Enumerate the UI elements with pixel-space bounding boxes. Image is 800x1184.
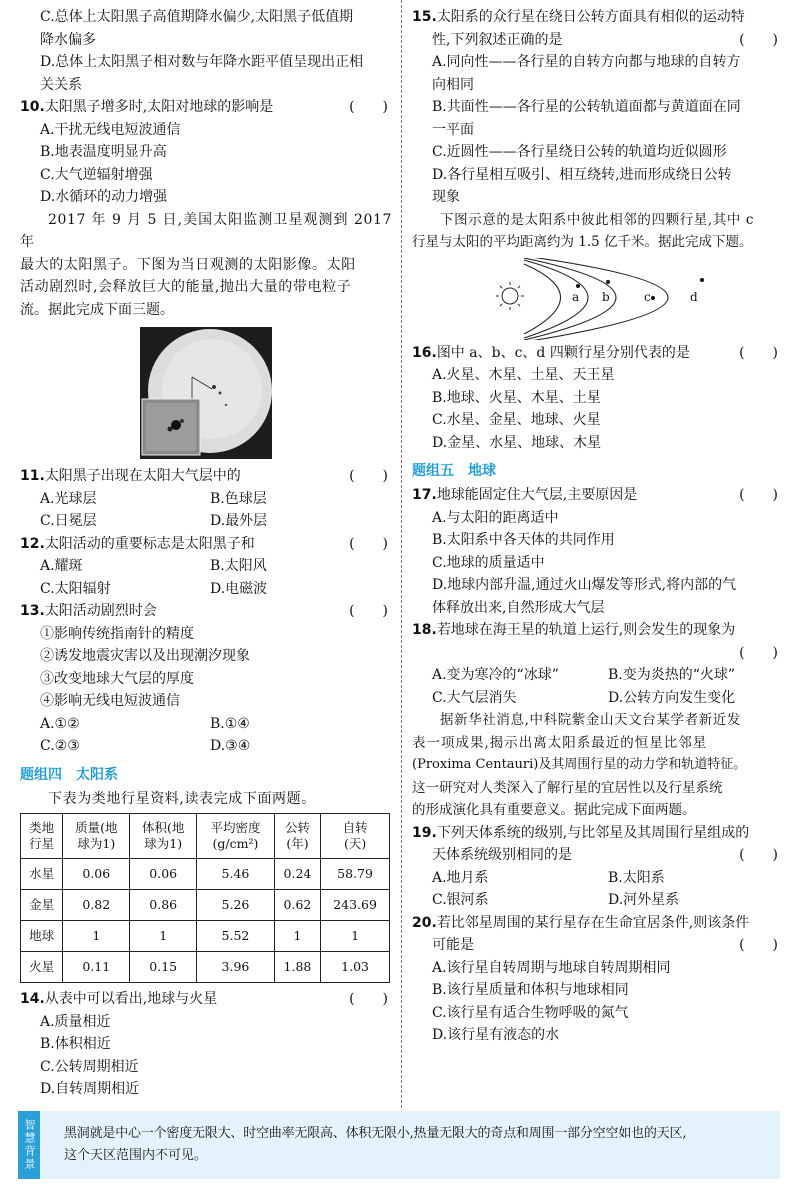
- option-cont: 向相同: [432, 76, 474, 93]
- option-d: D.该行星有液态的水: [432, 1027, 560, 1043]
- options-row: [412, 889, 782, 912]
- option: C.总体上太阳黑子高值期降水偏少,太阳黑子低值期: [40, 9, 354, 25]
- question-14: 14.从表中可以看出,地球与火星 ( ): [20, 991, 388, 1007]
- table-row: 金星 0.82 0.86 5.26 0.62 243.69: [21, 890, 390, 921]
- sun-image-graphic: [140, 327, 272, 459]
- option-a: A.地月系: [432, 869, 489, 886]
- option-d: D.金星、水星、地球、木星: [432, 434, 602, 451]
- option-cont: 一平面: [432, 121, 474, 138]
- options-row: [20, 488, 392, 511]
- option-b: B.太阳系: [608, 869, 665, 886]
- option-c: C.②③: [40, 738, 80, 754]
- header-cell: 公转 (年): [274, 814, 320, 859]
- option-c: C.水星、金星、地球、火星: [432, 412, 601, 428]
- option-d: D.自转周期相近: [40, 1081, 140, 1097]
- table-row: 火星 0.11 0.15 3.96 1.88 1.03: [21, 952, 390, 983]
- option-b: B.地球、火星、木星、土星: [432, 389, 601, 406]
- item-1: ①影响传统指南针的精度: [40, 625, 194, 642]
- option-a: A.干扰无线电短波通信: [40, 121, 181, 138]
- option-a: A.该行星自转周期与地球自转周期相同: [432, 959, 671, 976]
- table-row: 地球 1 1 5.52 1 1: [21, 921, 390, 952]
- options-row: [20, 578, 392, 601]
- option-d: D.公转方向发生变化: [608, 689, 736, 706]
- question-16: 16.图中 a、b、c、d 四颗行星分别代表的是 ( ): [412, 344, 778, 361]
- option-b: B.①④: [210, 715, 250, 732]
- option-a: A.变为寒冷的“冰球”: [432, 667, 559, 683]
- sun-icon: [496, 282, 524, 310]
- knowledge-box: [18, 1111, 780, 1179]
- option-c: C.该行星有适合生物呼吸的氮气: [432, 1004, 629, 1021]
- knowledge-tag: 智慧背景: [18, 1111, 40, 1179]
- question-18: 18.若地球在海王星的轨道上运行,则会发生的现象为: [412, 622, 736, 638]
- option-a: A.质量相近: [40, 1013, 111, 1030]
- option-c: C.大气逆辐射增强: [40, 166, 153, 183]
- item-2: ②诱发地震灾害以及出现潮汐现象: [40, 648, 250, 664]
- option-cont: 现象: [432, 189, 460, 205]
- option-c: C.公转周期相近: [40, 1058, 139, 1075]
- option-d: D.各行星相互吸引、相互绕转,进而形成绕日公转: [432, 166, 732, 183]
- header-cell: 自转 (天): [321, 814, 390, 859]
- option-cont: 关关系: [40, 76, 82, 93]
- options-row: [20, 735, 392, 758]
- question-18-paren: ( ): [739, 644, 778, 661]
- table-header-row: [21, 814, 390, 859]
- option-b: B.地表温度明显升高: [40, 144, 167, 160]
- orbit-label-c: c: [644, 289, 651, 304]
- option-a: A.①②: [40, 715, 80, 732]
- question-11: 11.太阳黑子出现在太阳大气层中的 ( ): [20, 468, 388, 484]
- header-cell: 体积(地 球为1): [130, 814, 197, 859]
- option-b: B.共面性——各行星的公转轨道面都与黄道面在同: [432, 99, 741, 115]
- group-heading-5: 题组五 地球: [412, 463, 496, 479]
- passage-orbits: 下图示意的是太阳系中彼此相邻的四颗行星,其中 c 行星与太阳的平均距离约为 1.5 亿千米。据此完成下题。: [412, 211, 755, 250]
- option-a: A.光球层: [40, 490, 97, 507]
- option-cont: 降水偏多: [40, 31, 96, 48]
- question-13: 13.太阳活动剧烈时会 ( ): [20, 603, 388, 619]
- option-c: C.银河系: [432, 892, 489, 908]
- options-row: [412, 867, 782, 890]
- header-cell: 质量(地 球为1): [63, 814, 130, 859]
- options-row: [20, 510, 392, 533]
- header-cell: 平均密度 (g/cm²): [197, 814, 275, 859]
- column-divider: [401, 0, 402, 1108]
- planet-c: [651, 296, 655, 300]
- options-row: [20, 555, 392, 578]
- option-d: D.③④: [210, 738, 251, 754]
- passage-proxima: 据新华社消息,中科院紫金山天文台某学者新近发 表一项成果,揭示出离太阳系最近的恒星比邻星 (Proxima Centauri)及其周围行星的动力学和轨道特征。 这一研究对人类深入了解行星的宜居性以及行星系统 的形成演化具有重要意义。据此完成下面两题。: [412, 712, 747, 818]
- option-b: B.该行星质量和体积与地球相同: [432, 982, 629, 998]
- sun-image: [140, 327, 272, 459]
- group-heading-4: 题组四 太阳系: [20, 766, 118, 783]
- question-12: 12.太阳活动的重要标志是太阳黑子和 ( ): [20, 535, 388, 552]
- orbit-diagram: [412, 258, 782, 340]
- item-3: ③改变地球大气层的厚度: [40, 670, 194, 687]
- option: D.总体上太阳黑子相对数与年降水距平值呈现出正相: [40, 54, 364, 70]
- option-b: B.变为炎热的“火球”: [608, 667, 736, 683]
- right-column: [412, 6, 782, 1047]
- option-c: C.近圆性——各行星绕日公转的轨道均近似圆形: [432, 144, 727, 160]
- orbit-label-a: a: [572, 289, 580, 304]
- option-b: B.体积相近: [40, 1036, 111, 1052]
- option-b: B.太阳系中各天体的共同作用: [432, 532, 615, 548]
- table-row: 水星 0.06 0.06 5.46 0.24 58.79: [21, 859, 390, 890]
- option-d: D.电磁波: [210, 580, 268, 597]
- question-19-cont: 天体系统级别相同的是 ( ): [432, 847, 778, 863]
- option-d: D.最外层: [210, 513, 268, 529]
- option-d: D.水循环的动力增强: [40, 189, 168, 205]
- question-19: 19.下列天体系统的级别,与比邻星及其周围行星组成的: [412, 824, 750, 841]
- option-a: A.与太阳的距离适中: [432, 509, 559, 526]
- options-row: [412, 687, 782, 710]
- item-4: ④影响无线电短波通信: [40, 693, 180, 709]
- question-20-cont: 可能是 ( ): [432, 937, 778, 953]
- orbit-label-d: d: [690, 289, 698, 304]
- option-c: C.地球的质量适中: [432, 554, 545, 571]
- header-cell: 类地 行星: [21, 814, 63, 859]
- option-d: D.地球内部升温,通过火山爆发等形式,将内部的气: [432, 577, 737, 593]
- planet-d: [700, 278, 704, 282]
- option-b: B.太阳风: [210, 558, 267, 574]
- option-a: A.耀斑: [40, 558, 83, 574]
- option-c: C.大气层消失: [432, 689, 517, 706]
- question-15: 15.太阳系的众行星在绕日公转方面具有相似的运动特: [412, 9, 745, 25]
- option-c: C.日冕层: [40, 513, 97, 529]
- planet-b: [606, 280, 610, 284]
- left-column: [20, 6, 392, 1101]
- question-17: 17.地球能固定住大气层,主要原因是 ( ): [412, 487, 778, 503]
- option-a: A.同向性——各行星的自转方向都与地球的自转方: [432, 54, 741, 70]
- planet-a: [576, 284, 580, 288]
- option-cont: 体释放出来,自然形成大气层: [432, 599, 605, 616]
- passage-sunspot: 2017 年 9 月 5 日,美国太阳监测卫星观测到 2017 年 最大的太阳黑子。下图为当日观测的太阳影像。太阳 活动剧烈时,会释放巨大的能量,抛出大量的带电粒子 流。据此完成下面三题。: [20, 211, 392, 318]
- question-15-cont: 性,下列叙述正确的是 ( ): [432, 31, 778, 48]
- options-row: [20, 713, 392, 736]
- option-a: A.火星、木星、土星、天王星: [432, 367, 615, 383]
- question-10: 10.太阳黑子增多时,太阳对地球的影响是 ( ): [20, 99, 388, 115]
- knowledge-text: 黑洞就是中心一个密度无限大、时空曲率无限高、体积无限小,热量无限大的奇点和周围一部分空空如也的天区, 这个天区范围内不可见。: [64, 1126, 687, 1163]
- planet-table: [20, 813, 390, 983]
- options-row: [412, 664, 782, 687]
- question-20: 20.若比邻星周围的某行星存在生命宜居条件,则该条件: [412, 914, 750, 931]
- passage-table-intro: 下表为类地行星资料,读表完成下面两题。: [48, 790, 316, 807]
- option-b: B.色球层: [210, 490, 267, 507]
- option-c: C.太阳辐射: [40, 580, 111, 597]
- option-d: D.河外星系: [608, 892, 680, 908]
- orbit-a: [524, 264, 561, 334]
- orbit-label-b: b: [602, 289, 610, 304]
